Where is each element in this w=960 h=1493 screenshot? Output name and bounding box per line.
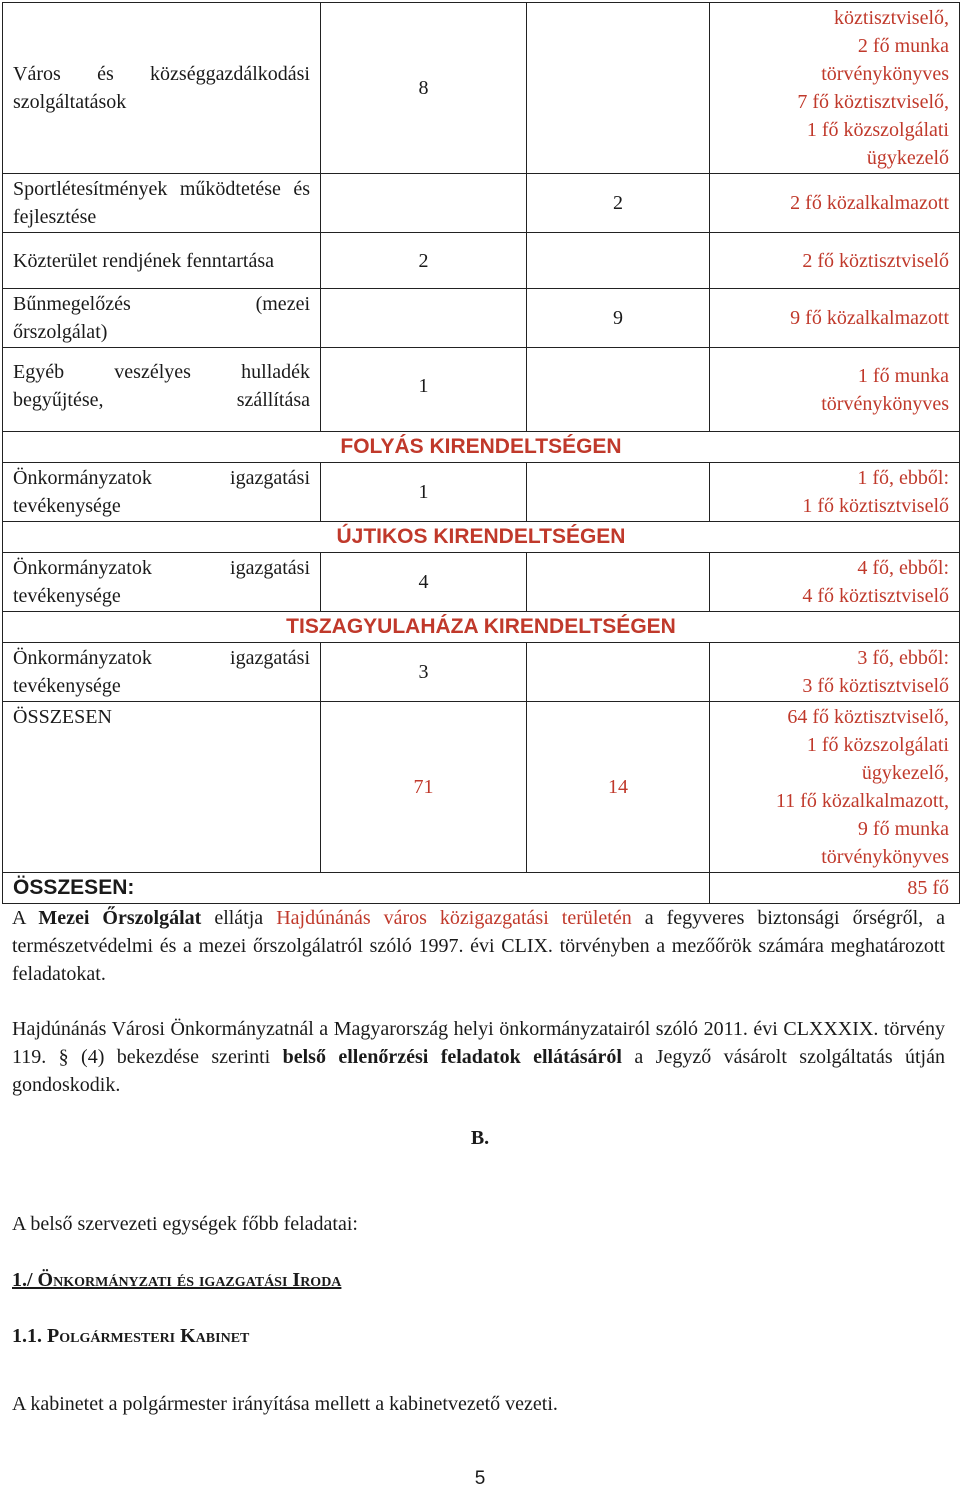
- table-row: [3, 348, 960, 432]
- activity-cell: Egyéb veszélyes hulladék begyűjtése, szállítása: [3, 348, 321, 432]
- activity-cell: Önkormányzatok igazgatási tevékenysége: [3, 463, 321, 522]
- staff-composition: 1 fő munka törvénykönyves: [710, 348, 960, 432]
- activity-cell: Sportlétesítmények működtetése és fejlesztése: [3, 174, 321, 233]
- mezei-orszolgalat-paragraph: A Mezei Őrszolgálat ellátja Hajdúnánás város közigazgatási területén a fegyveres biztonsági őrségről, a természetvédelmi és a mezei őrszolgálatról szóló 1997. évi CLIX. törvényben a mezőőrök számára meghatározott feladatokat.: [12, 907, 946, 985]
- heading-onkormanyzati-iroda: 1./ Önkormányzati és igazgatási Iroda: [12, 1269, 342, 1291]
- officials-count: 3: [321, 643, 527, 702]
- officials-count: 8: [321, 3, 527, 174]
- public-employee-count: [527, 643, 710, 702]
- total-label: ÖSSZESEN: [3, 702, 321, 873]
- officials-total: 71: [321, 702, 527, 873]
- staff-composition: 4 fő, ebből: 4 fő köztisztviselő: [710, 553, 960, 612]
- table-row: [3, 643, 960, 702]
- page-number: 5: [474, 1468, 486, 1489]
- table-row: [3, 463, 960, 522]
- public-employee-count: [527, 233, 710, 289]
- staffing-table: [2, 2, 960, 904]
- public-employee-count: [527, 463, 710, 522]
- activity-cell: Közterület rendjének fenntartása: [3, 233, 321, 289]
- section-header: ÚJTIKOS KIRENDELTSÉGEN: [3, 522, 960, 553]
- staff-composition: 2 fő köztisztviselő: [710, 233, 960, 289]
- heading-polgarmesteri-kabinet: 1.1. Polgármesteri Kabinet: [12, 1325, 250, 1347]
- officials-count: 4: [321, 553, 527, 612]
- grand-total-value: 85 fő: [710, 873, 960, 904]
- activity-cell: Bűnmegelőzés (mezei őrszolgálat): [3, 289, 321, 348]
- public-employee-count: 2: [527, 174, 710, 233]
- table-row: [3, 233, 960, 289]
- activity-cell: Önkormányzatok igazgatási tevékenysége: [3, 643, 321, 702]
- section-header-row: [3, 612, 960, 643]
- staff-composition-total: 64 fő köztisztviselő, 1 fő közszolgálati ügykezelő, 11 fő közalkalmazott, 9 fő munka törvénykönyves: [710, 702, 960, 873]
- staff-composition: 3 fő, ebből: 3 fő köztisztviselő: [710, 643, 960, 702]
- officials-count: [321, 289, 527, 348]
- staff-composition: köztisztviselő, 2 fő munka törvénykönyves 7 fő köztisztviselő, 1 fő közszolgálati ügykezelő: [710, 3, 960, 174]
- activity-cell: Város és községgazdálkodási szolgáltatások: [3, 3, 321, 174]
- table-row: [3, 174, 960, 233]
- officials-count: 2: [321, 233, 527, 289]
- total-row: [3, 702, 960, 873]
- public-employee-count: [527, 348, 710, 432]
- officials-count: 1: [321, 463, 527, 522]
- section-header: FOLYÁS KIRENDELTSÉGEN: [3, 432, 960, 463]
- kabinet-text: A kabinetet a polgármester irányítása mellett a kabinetvezető vezeti.: [12, 1393, 558, 1415]
- table-row: [3, 289, 960, 348]
- public-employee-total: 14: [527, 702, 710, 873]
- belso-ellenorzes-paragraph: Hajdúnánás Városi Önkormányzatnál a Magyarország helyi önkormányzatairól szóló 2011. évi CLXXXIX. törvény 119. § (4) bekezdése szerinti belső ellenőrzési feladatok ellátásáról a Jegyző vásárolt szolgáltatás útján gondoskodik.: [12, 1018, 945, 1096]
- public-employee-count: [527, 553, 710, 612]
- public-employee-count: 9: [527, 289, 710, 348]
- section-header: TISZAGYULAHÁZA KIRENDELTSÉGEN: [3, 612, 960, 643]
- public-employee-count: [527, 3, 710, 174]
- officials-count: [321, 174, 527, 233]
- intro-text: A belső szervezeti egységek főbb feladatai:: [12, 1213, 358, 1235]
- grand-total-row: [3, 873, 960, 904]
- staff-composition: 2 fő közalkalmazott: [710, 174, 960, 233]
- table-row: [3, 3, 960, 174]
- activity-cell: Önkormányzatok igazgatási tevékenysége: [3, 553, 321, 612]
- section-header-row: [3, 522, 960, 553]
- section-header-row: [3, 432, 960, 463]
- table-row: [3, 553, 960, 612]
- staff-composition: 1 fő, ebből: 1 fő köztisztviselő: [710, 463, 960, 522]
- section-letter: B.: [470, 1127, 490, 1149]
- grand-total-label: ÖSSZESEN:: [3, 873, 710, 904]
- staff-composition: 9 fő közalkalmazott: [710, 289, 960, 348]
- officials-count: 1: [321, 348, 527, 432]
